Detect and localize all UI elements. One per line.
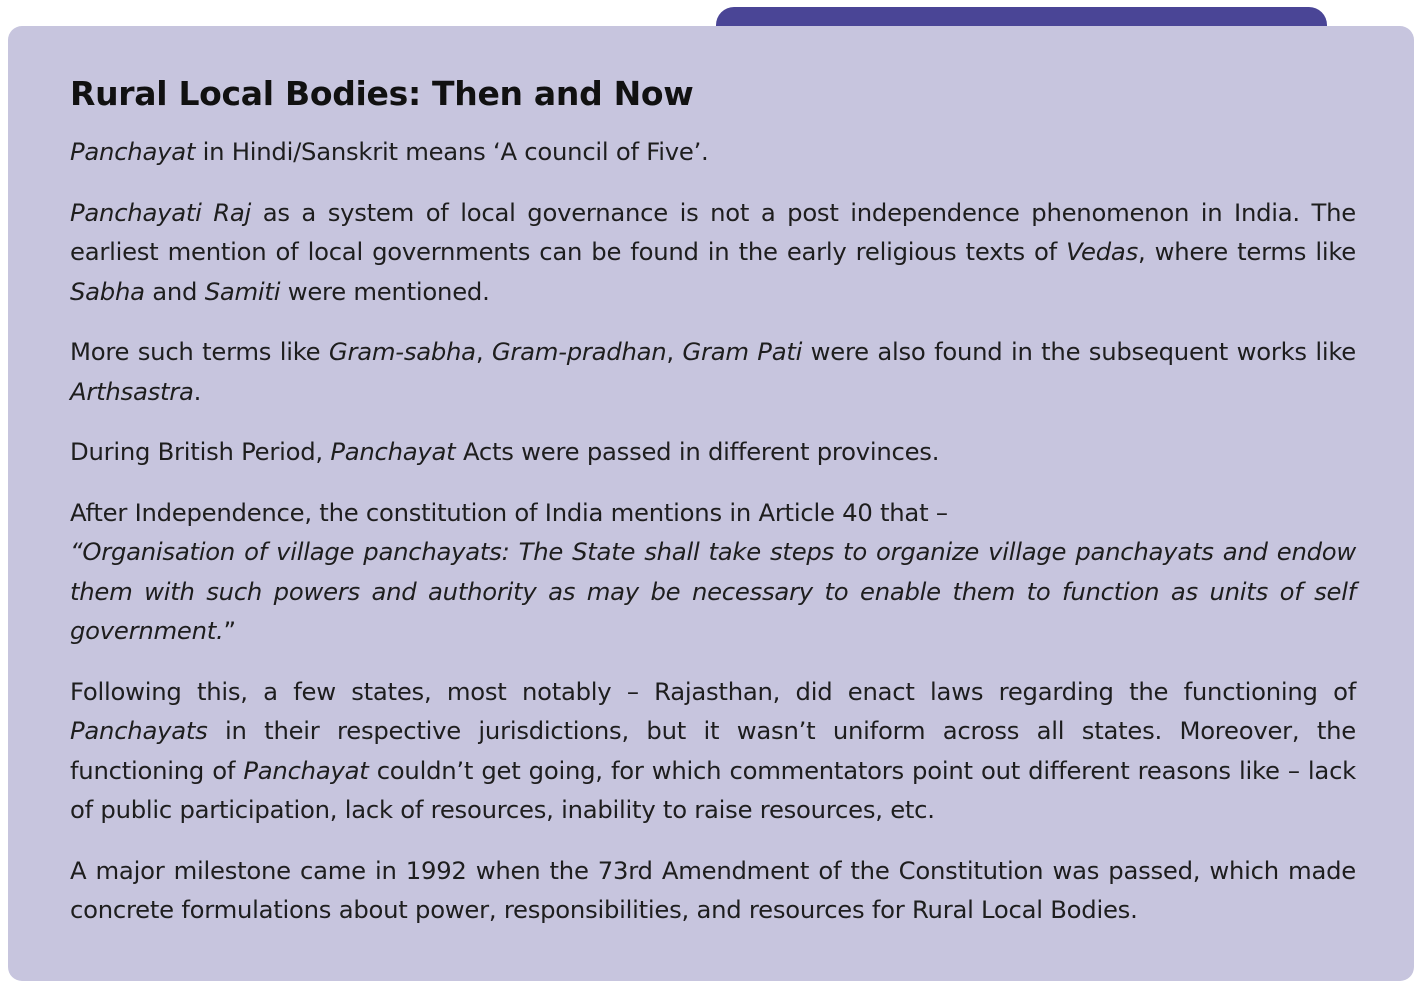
article-40-quote: “Organisation of village panchayats: The State shall take steps to organize village panchayats and endow them with such powers and authority as may be necessary to enable them to function as units of self government. <box>70 537 1356 645</box>
paragraph-terms: More such terms like Gram-sabha, Gram-pradhan, Gram Pati were also found in the subsequent works like Arthsastra. <box>70 337 1356 406</box>
paragraph-panchayati-raj: Panchayati Raj as a system of local governance is not a post independence phenomenon in India. The earliest mention of local governments can be found in the early religious texts of Vedas, where terms like Sabha and Samiti were mentioned. <box>70 197 1356 306</box>
paragraph-article-40: After Independence, the constitution of India mentions in Article 40 that – “Organisation of village panchayats: The State shall take steps to organize village panchayats and endow them with such powers and authority as may be necessary to enable them to function as units of self government.” <box>70 497 1356 645</box>
box-title: Rural Local Bodies: Then and Now <box>70 74 694 113</box>
paragraph-british-period: During British Period, Panchayat Acts were passed in different provinces. <box>70 437 940 466</box>
box-content <box>70 132 1356 930</box>
info-box <box>8 26 1414 981</box>
paragraph-states: Following this, a few states, most notably – Rajasthan, did enact laws regarding the functioning of Panchayats in their respective jurisdictions, but it wasn’t uniform across all states. Moreover, the functioning of Panchayat couldn’t get going, for which commentators point out different reasons like – lack of public participation, lack of resources, inability to raise resources, etc. <box>70 676 1356 824</box>
paragraph-73rd-amendment: A major milestone came in 1992 when the 73rd Amendment of the Constitution was passed, which made concrete formulations about power, responsibilities, and resources for Rural Local Bodies. <box>70 855 1356 924</box>
paragraph-panchayat-meaning: Panchayat in Hindi/Sanskrit means ‘A council of Five’. <box>70 137 709 166</box>
